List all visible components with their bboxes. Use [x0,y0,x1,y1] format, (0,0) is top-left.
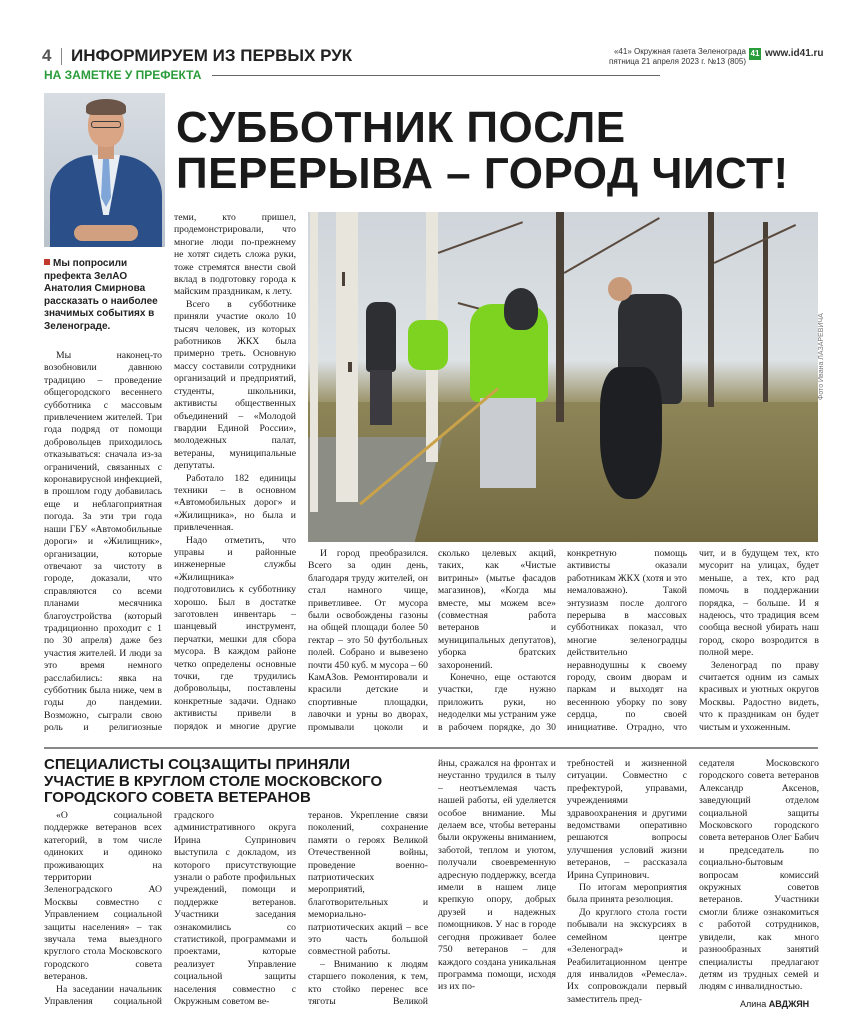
garbage-bag [600,367,662,499]
article2-col3-text: теранов. Укрепление связи поколений, сохранение памяти о героях Великой Отечественной войны, проведение военно-патриотических мероприятий, благотворительных и мемориально-патриотических акций – все это часть большой совместной работы. [308,810,428,958]
subbotnik-photo [308,212,818,542]
article1-column-4 [438,548,556,735]
person-green-vest [408,320,448,370]
issue-meta-line1: «41» Окружная газета Зеленограда [613,47,746,56]
volunteer-head [608,277,632,301]
tree-trunk [556,212,564,422]
headline-line1: СУББОТНИК ПОСЛЕ [176,103,626,152]
tree-branch [564,217,660,273]
article2-col5-p3: До круглого стола гости побывали на экскурсиях в семейном центре «Зеленоград» и Реабилитационном центре для инвалидов «Ремесла». Их сопровождали первый заместитель пред- [567,906,687,1005]
birch-trunk [336,212,358,502]
article1-col6-p2: Зеленоград по праву считается одним из самых красивых и уютных округов Москвы. Радостно видеть, что к праздникам он будет чистым и ухоженным. [699,659,819,733]
article2-author [740,999,809,1009]
author-last-name: АВДЖЯН [768,999,810,1009]
article1-column-2 [174,212,296,735]
portrait-caption [44,258,170,333]
person-legs [370,370,392,425]
header-rule [212,75,660,76]
section-title: ИНФОРМИРУЕМ ИЗ ПЕРВЫХ РУК [71,46,353,65]
article1-column-3 [308,548,428,735]
tree-branch [438,221,523,253]
article2-column-1 [44,810,162,1010]
article1-col5-text: конкретную помощь активисты оказали работникам ЖКХ (хотя и это немаловажно). Такой энтузиазм после долгого перерыва в массовых субботниках показал, что многие зеленоградцы действительно неравнодушны к своему городу, своим дворам и паркам и выходят на весеннюю уборку по зову сердца, по своей инициативе. Отрадно, что [567,548,687,733]
rubric-label: НА ЗАМЕТКЕ У ПРЕФЕКТА [44,68,202,82]
article2-col1-text: «О социальной поддержке ветеранов всех категорий, в том числе одиноких и одиноко проживающих на территории Зеленоградского АО Москвы совместно с Управлением социальной защиты населения» – так звучала тема выездного круглого стола Московского городского совета ветеранов. [44,810,162,983]
header-separator [61,48,62,65]
article-divider [44,747,818,749]
birch-trunk [310,212,318,512]
article2-col5-p2: По итогам мероприятия была принята резолюция. [567,882,687,906]
site-link[interactable]: www.id41.ru [765,48,824,59]
article1-col4-p2: Конечно, еще остаются участки, где нужно приложить руки, но недоделки мы устраним уже в рабочем порядке, до 30 [438,672,556,733]
article1-col2-p4: Надо отметить, что управы и районные инженерные службы «Жилищника» подготовились к субботнику хорошо. Был в достатке заготовлен инвентарь – шанцевый инструмент, перчатки, мешки для сбора мусора. В каждом районе четко определены основные точки, где трудились добровольцы, поставлены конкретные задачи. Однако активисты привели в порядок и многие другие [174,534,296,732]
birch-mark [342,272,345,286]
issue-meta [596,47,746,67]
portrait-glasses [91,121,121,128]
article1-col2-p3: Работало 182 единицы техники – в основном «Автомобильных дорог» и «Жилищника», но была и привлеченная. [174,472,296,534]
article2-column-5 [567,758,687,1010]
tree-branch [714,224,796,263]
tree-trunk [763,222,768,402]
article2-col6-text: седателя Московского городского совета ветеранов Александр Аксенов, заведующий отделом социальной защиты Московского городского совета ветеранов Олег Бабич и председатель по социально-бытовым вопросам комиссий окружных советов ветеранов. Участники смогли ближе ознакомиться с работой сотрудников, увидели, как много разнообразных занятий специалисты предлагают детям из трудных семей и людям с инвалидностью. [699,758,819,993]
article2-column-2 [174,810,296,1010]
author-first-name: Алина [740,999,767,1009]
birch-mark [348,362,352,372]
page-number: 4 [42,46,52,65]
prefect-portrait [44,93,165,247]
article2-headline: СПЕЦИАЛИСТЫ СОЦЗАЩИТЫ ПРИНЯЛИ УЧАСТИЕ В КРУГЛОМ СТОЛЕ МОСКОВСКОГО ГОРОДСКОГО СОВЕТА ВЕТЕРАНОВ [44,756,383,806]
article-headline [176,105,816,197]
person-dark-jacket [366,302,396,372]
article1-column-1 [44,350,162,735]
article2-column-3 [308,810,428,1010]
portrait-caption-text: Мы попросили префекта ЗелАО Анатолия Смирнова рассказать о наиболее значимых событиях в Зеленограде. [44,258,158,332]
newspaper-logo: 41 [750,49,760,58]
volunteer-hood [504,288,538,330]
headline-line2: ПЕРЕРЫВА – ГОРОД ЧИСТ! [176,149,789,198]
article1-column-5 [567,548,687,735]
article2-col5-text: требностей и жизненной ситуации. Совместно с префектурой, управами, учреждениями здравоохранения и другими ведомствами оперативно решаются вопросы улучшения условий жизни ветеранов, – рассказала Ирина Супринович. [567,758,687,881]
caption-marker-icon [44,259,50,265]
photo-credit: Фото Ивана ЛАЗАРЕВИЧА [818,313,825,400]
portrait-hands [74,225,138,241]
article2-col3-p2: – Вниманию к людям старшего поколения, к тем, кто стойко перенес все тяготы Великой [308,958,428,1008]
issue-meta-line2: пятница 21 апреля 2023 г. №13 (805) [608,57,746,66]
tree-trunk [708,212,714,407]
article2-column-6 [699,758,819,994]
article1-col2-text: теми, кто пришел, продемонстрировали, что многие люди по-прежнему не хотят сидеть сложа руки, тоже стремятся внести свой вклад в подготовку города к майским праздникам, к лету. [174,212,296,298]
article2-column-4 [438,758,556,1010]
volunteer-trousers [480,398,536,488]
article2-col4-text: йны, сражался на фронтах и неустанно трудился в тылу – неотъемлемая часть нашей работы, ей уделяется особое внимание. Мы делаем все, чтобы ветераны были окружены вниманием, заботой, теплом и уютом, получали своевременную адресную поддержку, всегда имели в нашем лице крепкую опору, добрых друзей и надежных помощников. У нас в городе сегодня проживает более 750 ветеранов – для каждого создана уникальная программа помощи, исходя из их по- [438,758,556,993]
article1-column-6 [699,548,819,735]
article1-col2-p2: Всего в субботнике приняли участие около 10 тысяч человек, из которых работников ЖКХ была примерно треть. Основную массу составили сотрудники организаций и предприятий, студенты, школьники, активисты общественных объединений – «Молодой гвардии Единой России», молодежных палат, ветераны, муниципальные депутаты. [174,298,296,472]
portrait-neck [98,145,114,159]
article2-col1-p2: На заседании начальник Управления социальной [44,983,162,1008]
article1-col4-text: сколько целевых акций, таких, как «Чистые витрины» (мытье фасадов магазинов), «Когда мы вместе, мы можем все» (совместная работа ветеранов и муниципальных депутатов), уборка братских захоронений. [438,548,556,671]
article1-col6-text: чит, и в будущем тех, кто мусорит на улицах, будет меньше, а тех, кто рад помочь в поддержании порядка, – больше. И я надеюсь, что традиция всем сообща весной убирать наш город, скоро возродится в полной мере. [699,548,819,659]
article2-col2-text: градского административного округа Ирина Супринович выступила с докладом, из которого присутствующие узнали о работе профильных учреждений, помощи и поддержке ветеранов. Участники заседания ознакомились со статистикой, программами и проектами, которые реализует Управление социальной защиты населения совместно с Окружным советом ве- [174,810,296,1008]
article1-col1-text: Мы наконец-то возобновили давнюю традицию – проведение общегородского весеннего субботника с массовым привлечением жителей. Три года подряд от помощи добровольцев приходилось отказываться: сначала из-за ограничений, связанных с коронавирусной инфекцией, в прошлом году добавилась еще и неблагоприятная погода. За эти три года наши ГБУ «Автомобильные дороги» и «Жилищник», организации, которые отвечают за чистоту в городе, доказали, что справляются со всеми планами месячника благоустройства (который традиционно проходит с 1 по 30 апреля) даже без участия жителей. И люди за это время немного расслабились: явка на субботник была ниже, чем в годы до пандемии. Возможно, сыграли свою роль и религиозные [44,350,162,734]
article1-col3-text: И город преобразился. Всего за один день, благодаря труду жителей, он стал намного чище, приветливее. От мусора были освобождены газоны на общей площади более 50 гектар – это 50 футбольных полей. Собрано и вывезено почти 450 куб. м мусора – 60 КамАЗов. Ремонтировали и красили детские и спортивные площадки, лавочки и урны во дворах, промывали цоколи и [308,548,428,733]
portrait-hair [86,99,126,115]
